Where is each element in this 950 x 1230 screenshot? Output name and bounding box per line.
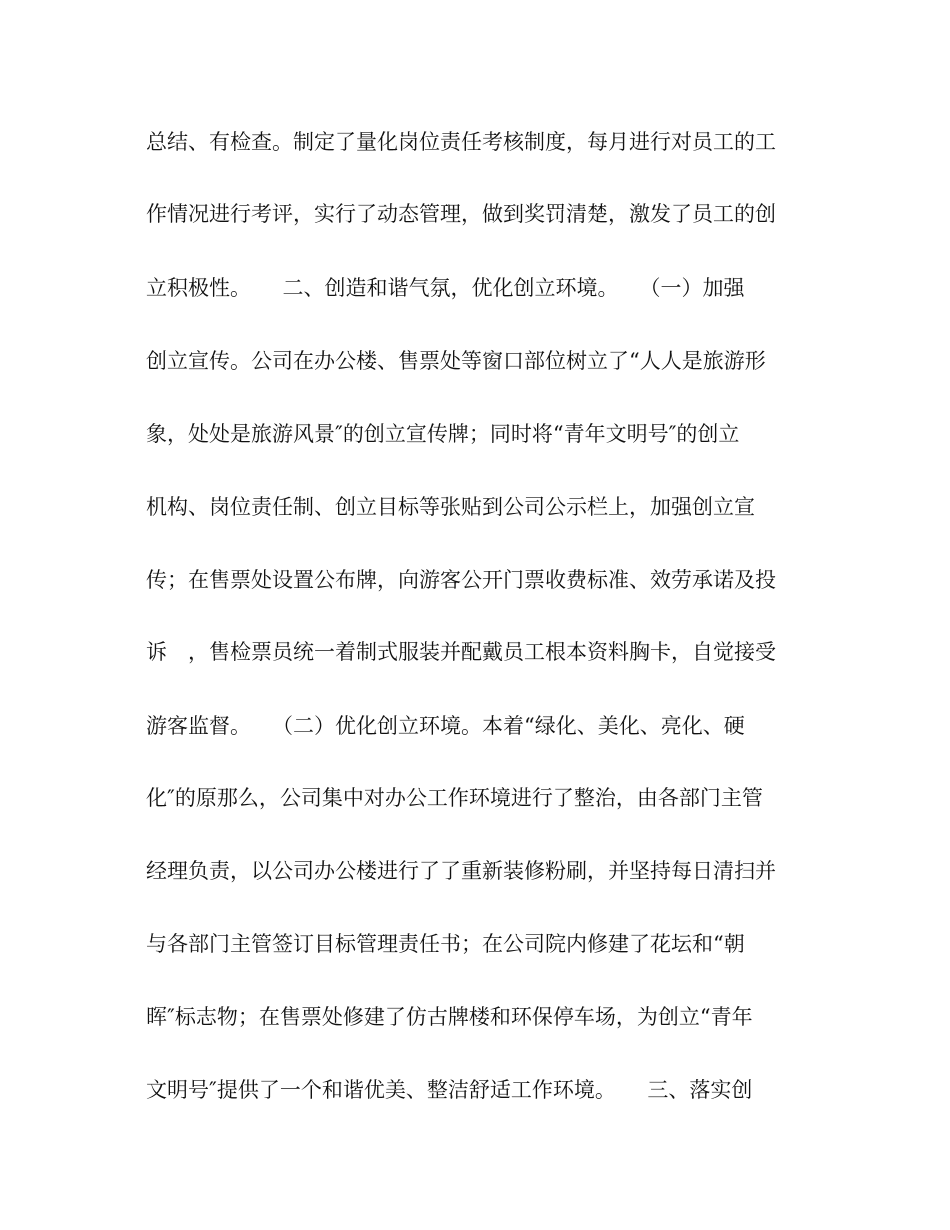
text-line-6: 机构、岗位责任制、创立目标等张贴到公司公示栏上，加强创立宣 <box>146 495 755 519</box>
text-line-13: 晖″标志物；在售票处修建了仿古牌楼和环保停车场，为创立“青年 <box>146 1005 753 1029</box>
text-line-8: 诉 ，售检票员统一着制式服装并配戴员工根本资料胸卡，自觉接受 <box>146 640 776 664</box>
text-line-10: 化″的原那么，公司集中对办公工作环境进行了整治，由各部门主管 <box>146 786 763 810</box>
text-line-5: 象，处处是旅游风景″的创立宣传牌；同时将“青年文明号″的创立 <box>146 422 740 446</box>
text-line-12: 与各部门主管签订目标管理责任书；在公司院内修建了花坛和“朝 <box>146 932 745 956</box>
text-line-1: 总结、有检查。制定了量化岗位责任考核制度，每月进行对员工的工 <box>146 130 776 154</box>
text-line-3: 立积极性。 二、创造和谐气氛，优化创立环境。 （一）加强 <box>146 276 745 300</box>
text-line-7: 传；在售票处设置公布牌，向游客公开门票收费标准、效劳承诺及投 <box>146 568 776 592</box>
text-line-14: 文明号″提供了一个和谐优美、整洁舒适工作环境。 三、落实创 <box>146 1078 753 1102</box>
text-line-4: 创立宣传。公司在办公楼、售票处等窗口部位树立了“人人是旅游形 <box>146 349 766 373</box>
text-line-2: 作情况进行考评，实行了动态管理，做到奖罚清楚，激发了员工的创 <box>146 202 776 226</box>
text-line-9: 游客监督。 （二）优化创立环境。本着“绿化、美化、亮化、硬 <box>146 714 745 738</box>
text-line-11: 经理负责，以公司办公楼进行了了重新装修粉刷，并坚持每日清扫并 <box>146 859 776 883</box>
